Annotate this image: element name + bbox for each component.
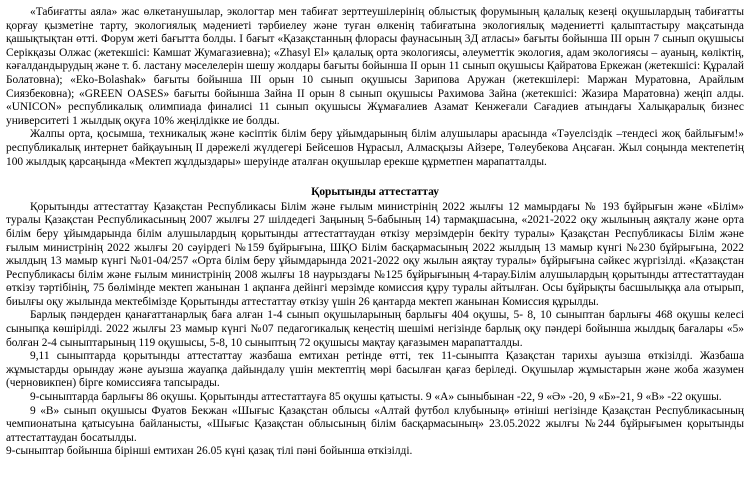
section-paragraph-grade9-count: 9-сыныптарда барлығы 86 оқушы. Қорытынды аттестаттауға 85 оқушы қатысты. 9 «А» сыныбынан -22, 9 «Ә» -20, 9 «Б»-21, 9 «В» -22 оқушы.: [30, 391, 722, 404]
section-paragraph-exam-format: 9,11 сыныптарда қорытынды аттестаттау жазбаша емтихан ретінде өтті, тек 11-сыныпта Қазақстан тарихы ауызша өткізілді. Жазбаша жұмыстарды орындау және ауызша жауапқа дайындалу үшін мектептің мөрі басылған қағаз беріледі. Оқушылар жұмыстарын және жоба жазумен (черновикпен) бірге комиссияға тапсырады.: [6, 350, 744, 390]
section-paragraph-promotion: Барлық пәндерден қанағаттанарлық баға алған 1-4 сынып оқушыларының барлығы 404 оқушы, 5- 8, 10 сыныптан барлығы 468 оқушы келесі сыныпқа көшірілді. 2022 жылғы 23 мамыр күнгі №07 педагогикалық кеңестің шешімі негізінде барлық оқу пәндері бойынша жылдық бағалары «5» болған 2-4 сыныптарының 119 оқушысы, 5-8, 10 сыныптың 72 оқушысы мақтау қағазымен марапатталды.: [6, 309, 744, 349]
section-spacer: [6, 169, 744, 186]
intro-paragraph-contest: Жалпы орта, қосымша, техникалық және кәсіптік білім беру ұйымдарының білім алушылары арасында «Тәуелсіздік –тендесі жоқ байлығым!» республикалық интернет байқауының II дәрежелі жүлдегері Бейсешов Нұрасыл, Алмасқызы Айзере, Төлеубекова Аңсаған. Жыл соңында мектепетің 100 жылдық қарсаңында «Мектеп жұлдыздары» шеруінде аталған оқушылар ерекше құрметпен марапатталды.: [6, 128, 744, 168]
section-paragraph-legal-basis: Қорытынды аттестаттау Қазақстан Республикасы Білім және ғылым министрінің 2022 жылғы 12 мамырдағы № 193 бұйрығын және «Білім» туралы Қазақстан Республикасының 2007 жылғы 27 шілдедегі Заңының 5-бабының 14) тармақшасына, «2021-2022 оқу жылының аяқталу және орта білім беру ұйымдарында білім алушылардың қорытынды аттестаттаудан өткізу мерзімдерін бекіту туралы» Қазақстан Республикасы Білім және ғылым министрінің 2022 жылғы 20 сәуірдегі №159 бұйрығына, ШҚО Білім басқармасының 2022 жылдың 13 мамыр күнгі №230 бұйрығына, 2022 жылдың 13 мамыр күнгі №01-04/257 «Орта білім беру ұйымдарында 2021-2022 оқу жылын аяқтау туралы» бұйрығына сәйкес жүргізілді. «Қазақстан Республикасы білім және ғылым министрінің 2008 жылғы 18 наурыздағы №125 бұйрығының 4-тарау.Білім алушылардың қорытынды аттестаттаудан өткізу тәртібінің, 75 бөлімінде мектеп жанынан 1 ақпанға дейінгі мерзімде комиссия құру туралы айтылған. Осы бұйрықты басшылыққа ала отырып, биылғы оқу жылында мектебімізде Қорытынды аттестаттау өткізу үшін 26 қантарда мектеп жанынан Комиссия құрылды.: [6, 200, 744, 308]
document-page: [6, 6, 744, 459]
section-paragraph-exemption: 9 «В» сынып оқушысы Фуатов Бекжан «Шығыс Қазақстан облысы «Алтай футбол клубының» өтініші негізінде Қазақстан Республикасының чемпионатына қатысуына байланысты, «Шығыс Қазақстан облысының білім басқармасының» 23.05.2022 жылғы №244 бұйрығымен қорытынды аттестаттаудан босатылды.: [6, 404, 744, 444]
intro-paragraph-forum: «Табиғатты аяла» жас өлкетанушылар, экологтар мен табиғат зерттеушілерінің облыстық форумының қалалық кезеңі оқушылардың табиғатты қорғау қызметіне тарту, экологиялық мәдениеті тәрбиелеу және туған өлкенің табиғатына экологиялық мәдениетті қалыптастыру мақсатында қашықтықтан өтті. Форум жеті бағытта болды. I бағыт «Қазақстанның флорасы фаунасының 3Д атласы» бағыты бойынша III орын 7 сынып оқушысы Серікқазы Олжас (жетекшісі: Камшат Жумагазиевна); «Zhasyl El» қалалық орта экологиясы, әлеуметтік экология, адам экологиясы – ауаның, көліктің, кәғалдандырудың және т. б. ластану мәселелерін шешу жолдары бағыты бойынша II орын 11 сынып оқушысы Қайратова Еркежан (жетекшісі: Құралай Болатовна); «Eko-Bolashak» бағыты бойынша III орын 10 сынып оқушысы Зарипова Аружан (жетекшілері: Маржан Муратовна, Арайлым Сиязбековна); «GREEN OASES» бағыты бойынша Зайна II орын 8 сынып оқушысы Рахимова Зайна (жетекшісі: Жазира Маратовна) жеңіп алды. «UNICON» республикалық олимпиада финалисі 11 сынып оқушысы Жұмағалиев Азамат Кенжеғали Сағадиев атындағы Халықаралық бизнес университеті 1 жылдық оқуға 10% жеңілдікке ие болды.: [6, 6, 744, 127]
section-paragraph-first-exam: 9-сыныптар бойынша бірінші емтихан 26.05 күні қазақ тілі пәні бойынша өткізілді.: [6, 445, 413, 458]
section-title: Қорытынды аттестаттау: [311, 186, 439, 199]
